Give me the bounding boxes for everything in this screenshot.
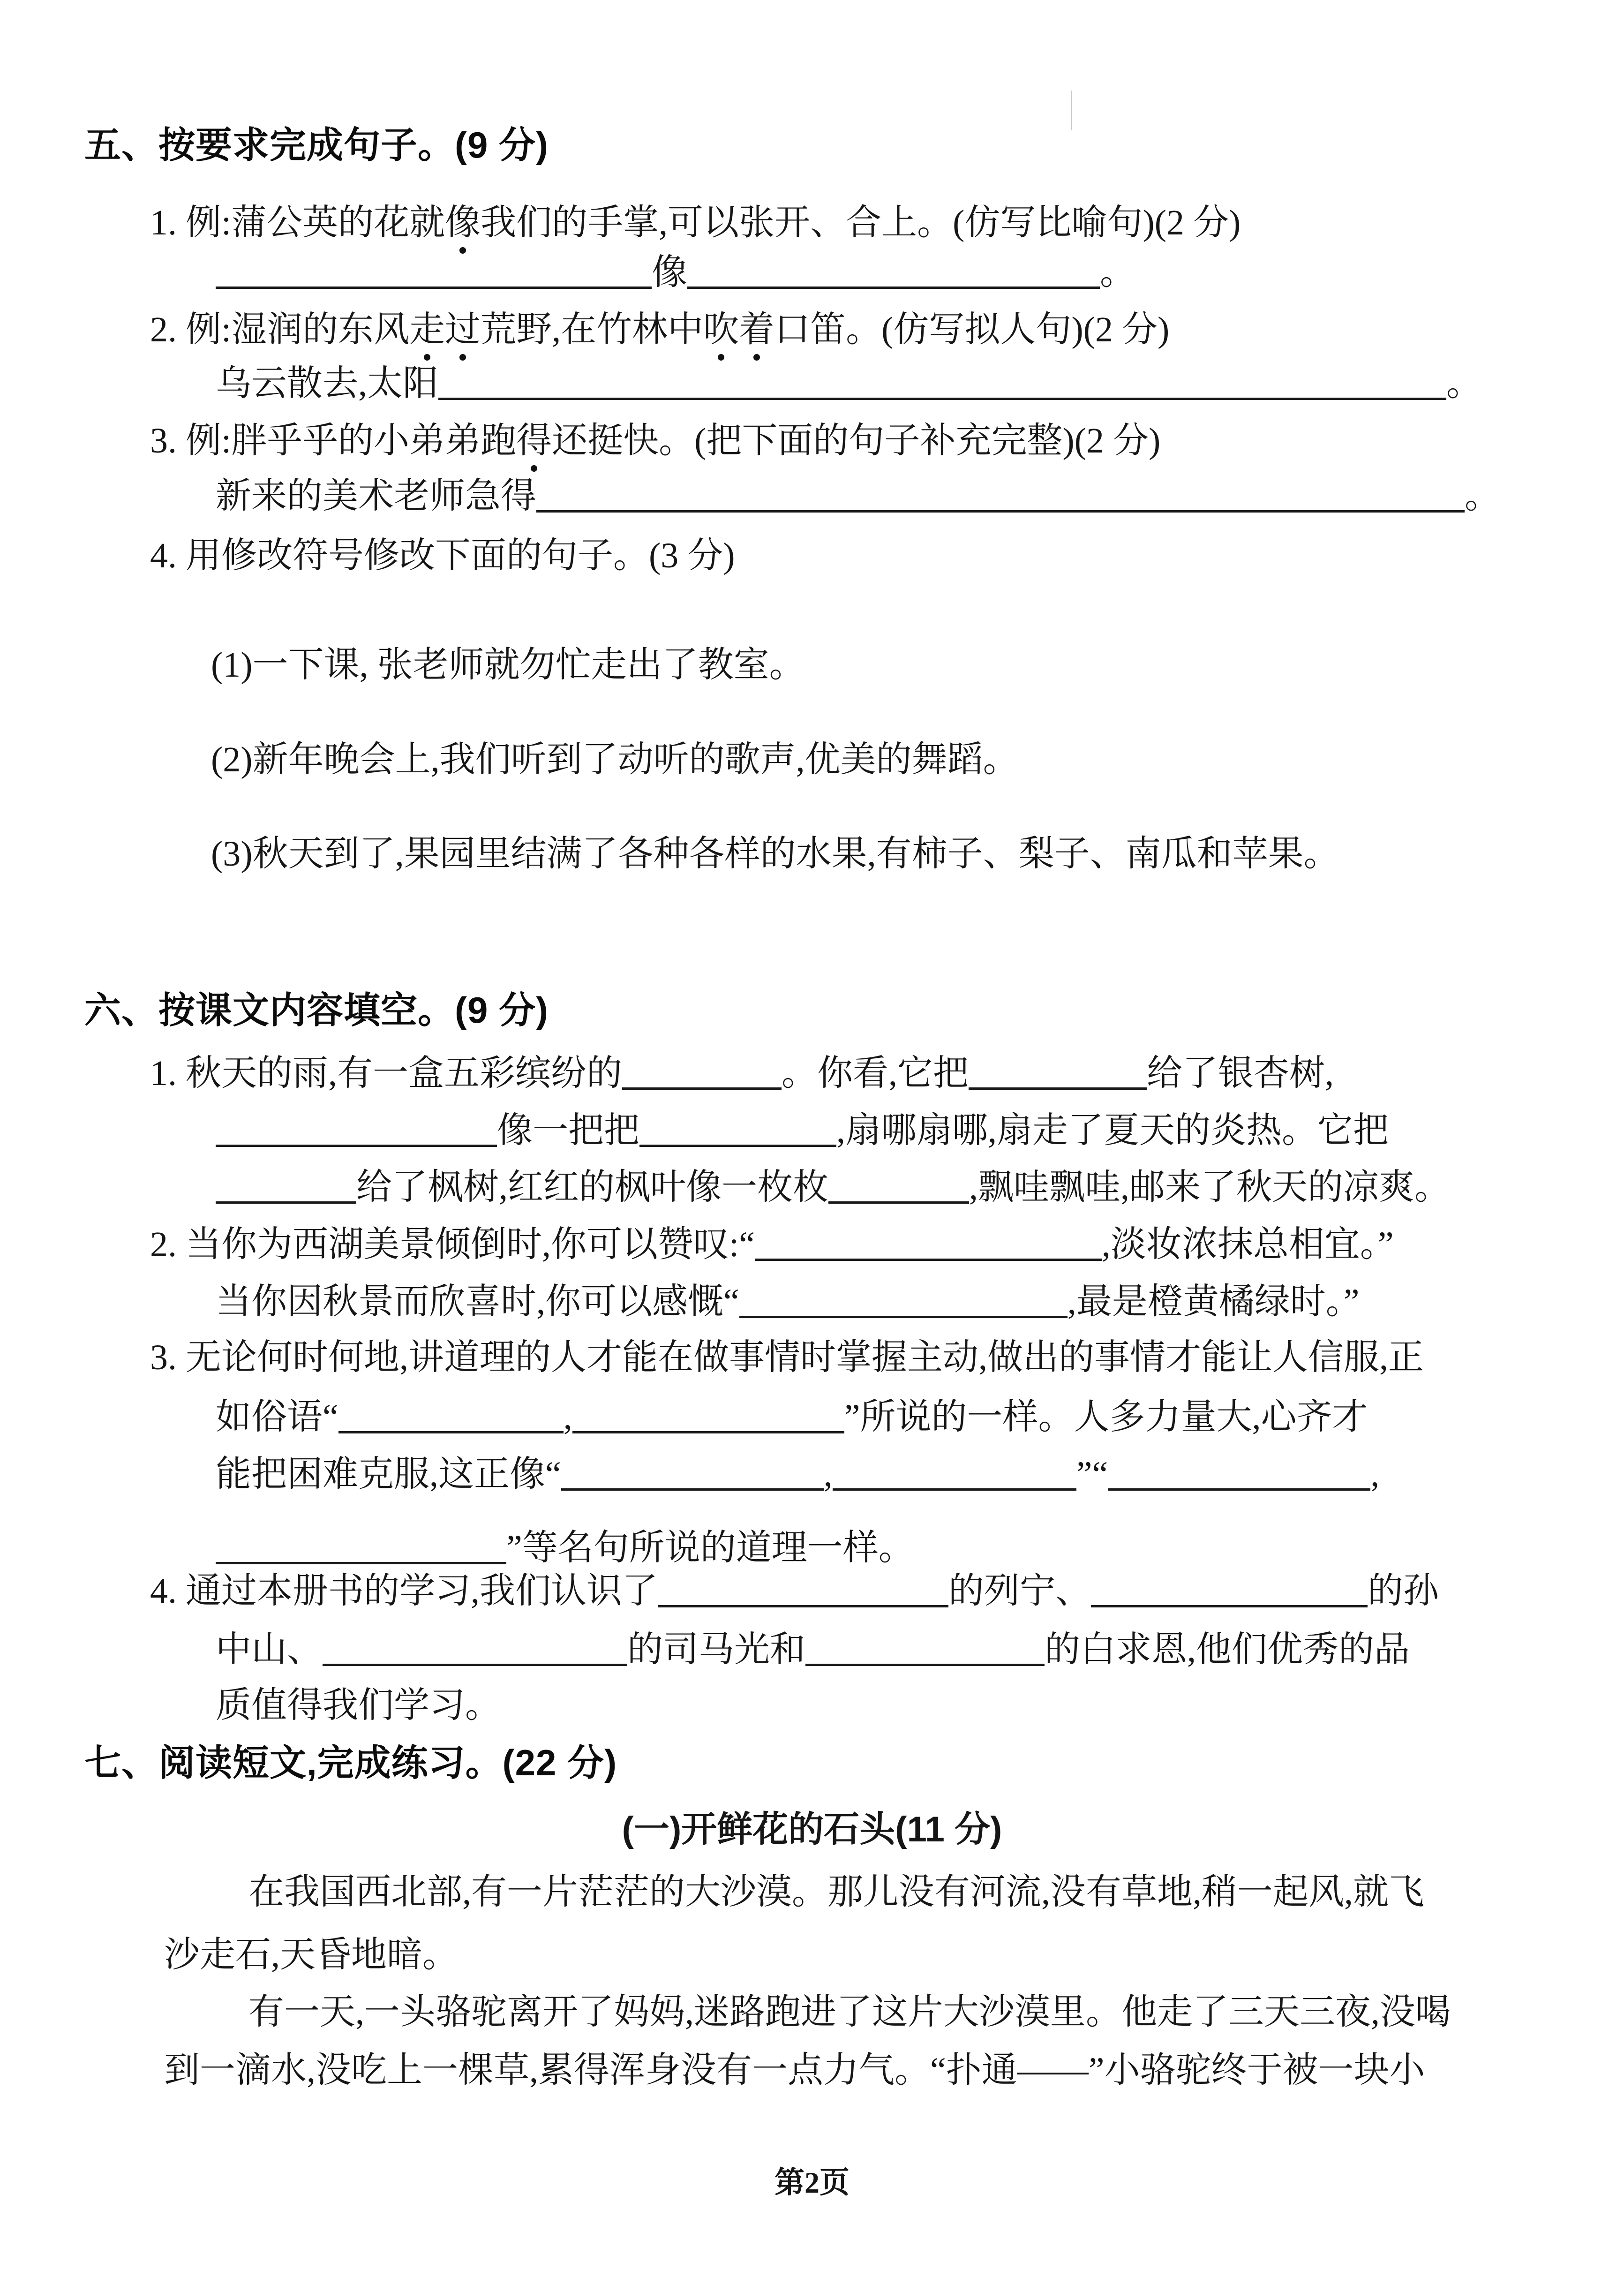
text-run: 荒野,在竹林中: [481, 310, 704, 349]
answer-blank[interactable]: [572, 1395, 844, 1433]
answer-blank[interactable]: [561, 1453, 824, 1491]
answer-blank[interactable]: [323, 1628, 627, 1666]
text-run: 4. 通过本册书的学习,我们认识了: [150, 1571, 658, 1611]
text-run: ”所说的一样。人多力量大,心齐才: [844, 1397, 1368, 1437]
text-run: 口笛。(仿写拟人句)(2 分): [774, 310, 1170, 349]
section5-item4-prompt: [150, 535, 735, 576]
text-run: 给了枫树,红红的枫叶像一枚枚: [356, 1168, 828, 1207]
section6-item4-line3: [216, 1685, 501, 1726]
section6-item4-line2: [216, 1628, 1410, 1671]
text-run: ,淡妆浓抹总相宜。”: [1101, 1225, 1394, 1265]
passage-paragraph1-line2: 沙走石,天昏地暗。: [164, 1935, 458, 1975]
scan-artifact-line: [1071, 90, 1072, 130]
answer-blank[interactable]: [739, 1280, 1068, 1318]
text-run: 如俗语“: [216, 1397, 338, 1437]
text-run: 新来的美术老师急得: [216, 476, 536, 516]
passage-title: (一)开鲜花的石头(11 分): [622, 1810, 1002, 1849]
section6-item2-line1: [150, 1223, 1394, 1266]
section5-item1-example: [150, 203, 1241, 243]
text-run: 给了银杏树,: [1147, 1054, 1334, 1094]
text-run: 的白求恩,他们优秀的品: [1045, 1630, 1410, 1670]
section6-item3-line1: [150, 1337, 1424, 1378]
answer-blank[interactable]: [216, 1166, 356, 1204]
section6-heading: 六、按课文内容填空。(9 分): [84, 989, 549, 1031]
text-run: 能把困难克服,这正像“: [216, 1455, 561, 1494]
text-run: 。: [1100, 253, 1135, 293]
text-run: 的列宁、: [948, 1571, 1091, 1611]
answer-blank[interactable]: [639, 1109, 836, 1147]
text-run: 3. 例:胖乎乎的小弟弟跑: [150, 421, 517, 460]
section6-item3-line4: [216, 1526, 914, 1569]
emphasized-text-run: 像: [445, 203, 481, 243]
text-run: 中山、: [216, 1630, 323, 1670]
answer-blank[interactable]: [1091, 1569, 1368, 1607]
section5-heading: 五、按要求完成句子。(9 分): [84, 124, 549, 166]
text-run: 当你因秋景而欣喜时,你可以感慨“: [216, 1282, 739, 1322]
section5-item1-answer-line: [216, 251, 1135, 294]
answer-blank[interactable]: [755, 1223, 1102, 1261]
section5-item2-example: [150, 309, 1169, 350]
section6-item3-line2: [216, 1395, 1368, 1438]
text-run: 4. 用修改符号修改下面的句子。(3 分): [150, 536, 735, 575]
emphasized-text-run: 吹: [703, 309, 739, 350]
answer-blank[interactable]: [805, 1628, 1045, 1666]
emphasized-text-run: 着: [739, 309, 774, 350]
answer-blank[interactable]: [1108, 1453, 1370, 1491]
section7-heading: 七、阅读短文,完成练习。(22 分): [84, 1742, 617, 1783]
emphasized-text-run: 得: [516, 421, 552, 461]
section6-item2-line2: [216, 1280, 1359, 1323]
emphasized-text-run: 过: [445, 309, 481, 350]
answer-blank[interactable]: [687, 251, 1100, 289]
section6-item1-line3: [216, 1166, 1450, 1208]
text-run: 2. 例:湿润的东风: [150, 310, 410, 349]
text-run: 。你看,它把: [782, 1054, 969, 1094]
text-run: ,扇哪扇哪,扇走了夏天的炎热。它把: [836, 1111, 1389, 1151]
section5-item4-sentence-2: [211, 739, 1019, 780]
answer-blank[interactable]: [216, 1526, 506, 1564]
text-run: 我们的手掌,可以张开、合上。(仿写比喻句)(2 分): [481, 203, 1241, 242]
passage-paragraph2-line2: 到一滴水,没吃上一棵草,累得浑身没有一点力气。“扑通——”小骆驼终于被一块小: [164, 2051, 1425, 2090]
text-run: ,: [1370, 1455, 1380, 1494]
answer-blank[interactable]: [833, 1453, 1076, 1491]
passage-paragraph1-line1: 在我国西北部,有一片茫茫的大沙漠。那儿没有河流,没有草地,稍一起风,就飞: [248, 1872, 1424, 1912]
section6-item1-line1: [150, 1052, 1334, 1094]
text-run: ”等名句所说的道理一样。: [506, 1528, 914, 1568]
page-number-footer: 第2页: [774, 2166, 850, 2199]
text-run: ,飘哇飘哇,邮来了秋天的凉爽。: [969, 1168, 1450, 1207]
emphasized-text-run: 走: [409, 309, 445, 350]
text-run: 1. 秋天的雨,有一盒五彩缤纷的: [150, 1054, 622, 1094]
text-run: 的孙: [1368, 1571, 1439, 1611]
text-run: ”“: [1076, 1455, 1108, 1494]
section6-item4-line1: [150, 1569, 1439, 1612]
text-run: ,: [823, 1455, 833, 1494]
answer-blank[interactable]: [658, 1569, 948, 1607]
text-run: ,最是橙黄橘绿时。”: [1067, 1282, 1360, 1322]
answer-blank[interactable]: [536, 475, 1465, 513]
answer-blank[interactable]: [438, 362, 1446, 400]
text-run: 。: [1446, 364, 1482, 404]
text-run: 3. 无论何时何地,讲道理的人才能在做事情时掌握主动,做出的事情才能让人信服,正: [150, 1338, 1424, 1377]
text-run: 乌云散去,太阳: [216, 364, 438, 404]
text-run: 1. 例:蒲公英的花就: [150, 203, 445, 242]
text-run: 2. 当你为西湖美景倾倒时,你可以赞叹:“: [150, 1225, 755, 1265]
text-run: (1)一下课, 张老师就勿忙走出了教室。: [211, 645, 805, 685]
text-run: 像一把把: [497, 1111, 639, 1151]
text-run: (2)新年晚会上,我们听到了动听的歌声,优美的舞蹈。: [211, 740, 1019, 779]
text-run: (3)秋天到了,果园里结满了各种各样的水果,有柿子、梨子、南瓜和苹果。: [211, 834, 1339, 874]
text-run: 像: [652, 253, 687, 293]
section5-item4-sentence-3: [211, 834, 1339, 875]
answer-blank[interactable]: [216, 1109, 497, 1147]
answer-blank[interactable]: [622, 1052, 782, 1090]
answer-blank[interactable]: [338, 1395, 564, 1433]
passage-paragraph2-line1: 有一天,一头骆驼离开了妈妈,迷路跑进了这片大沙漠里。他走了三天三夜,没喝: [248, 1992, 1451, 2032]
section6-item1-line2: [216, 1109, 1389, 1152]
answer-blank[interactable]: [828, 1166, 969, 1204]
text-run: ,: [563, 1397, 572, 1437]
text-run: 的司马光和: [627, 1630, 805, 1670]
section5-item3-answer-line: [216, 475, 1500, 517]
answer-blank[interactable]: [216, 251, 652, 289]
answer-blank[interactable]: [969, 1052, 1147, 1090]
section5-item3-example: [150, 421, 1160, 461]
text-run: 还挺快。(把下面的句子补充完整)(2 分): [552, 421, 1161, 460]
text-run: 质值得我们学习。: [216, 1686, 501, 1725]
text-run: 。: [1465, 476, 1500, 516]
section6-item3-line3: [216, 1453, 1379, 1495]
section5-item2-answer-line: [216, 362, 1482, 405]
section5-item4-sentence-1: [211, 645, 805, 686]
